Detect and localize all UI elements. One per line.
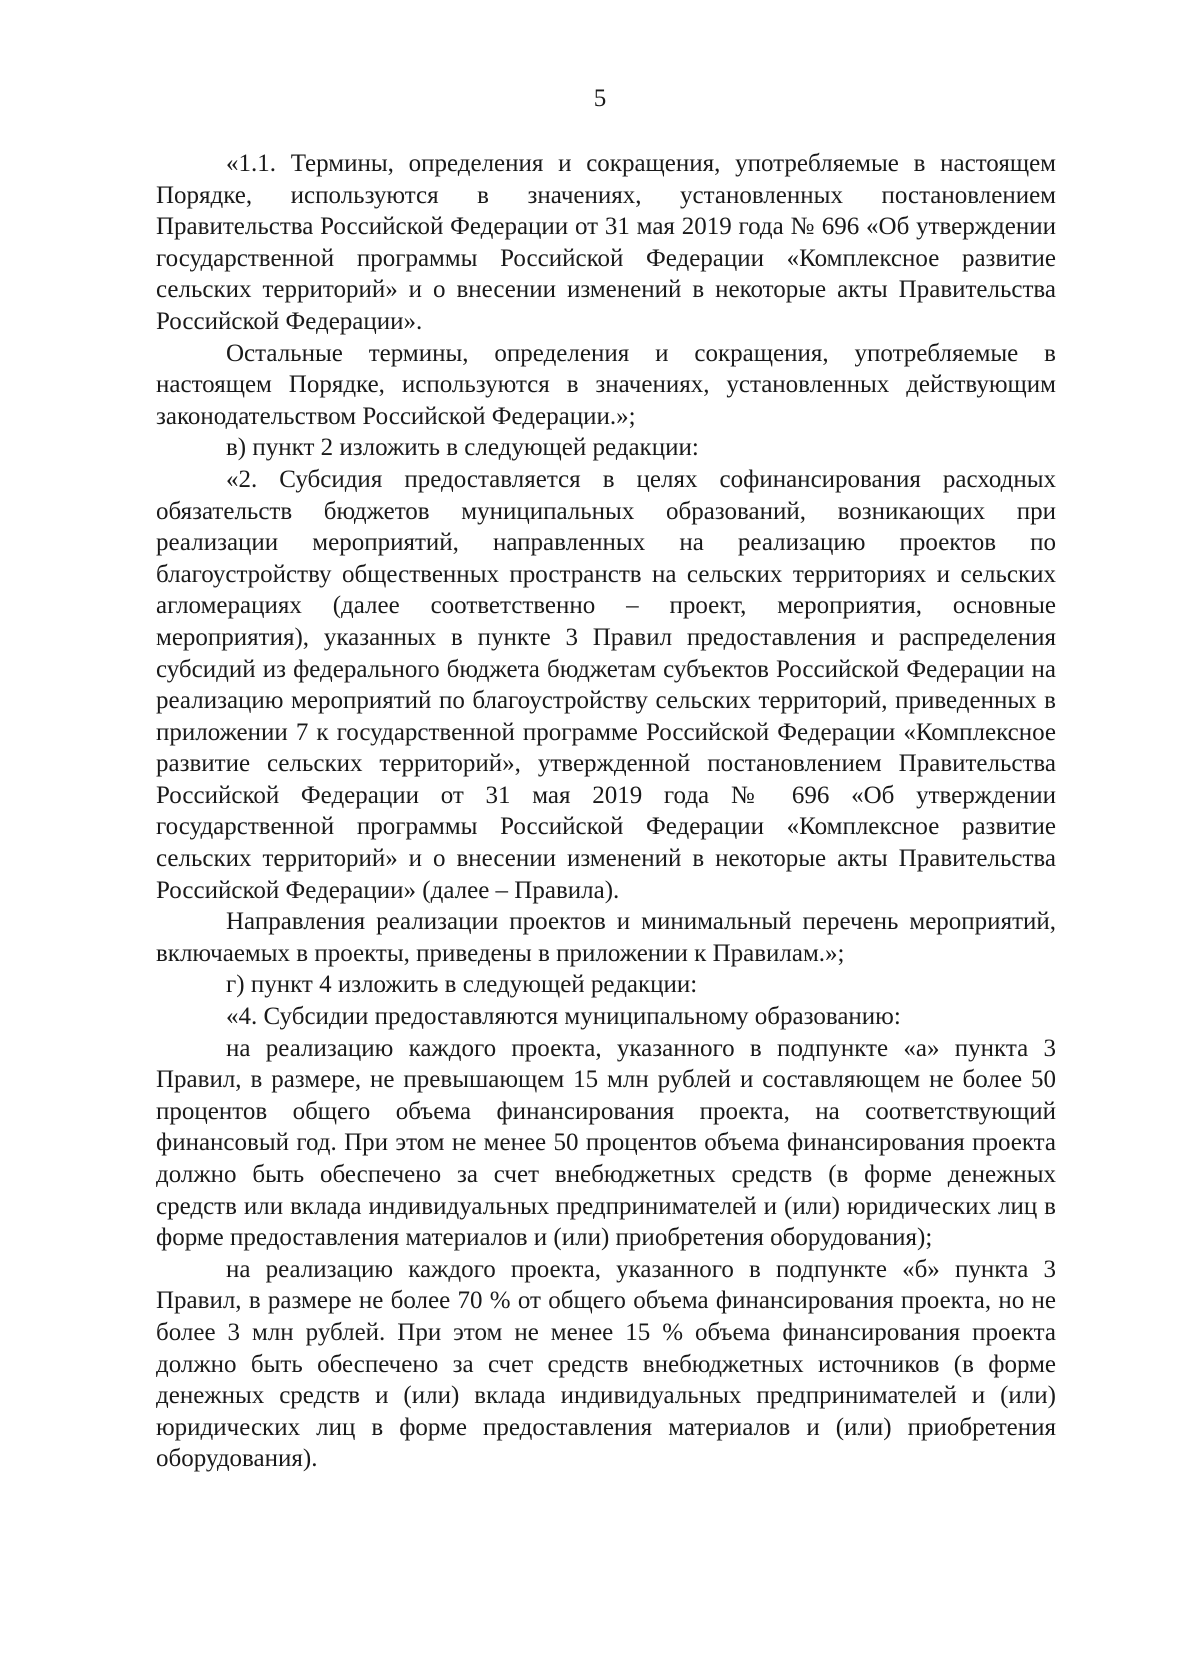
- paragraph-subpoint-b: на реализацию каждого проекта, указанного в подпункте «б» пункта 3 Правил, в размере не более 70 % от общего объема финансирования проекта, но не более 3 млн рублей. При этом не менее 15 % объема финансирования проекта должно быть обеспечено за счет средств внебюджетных источников (в форме денежных средств и (или) вклада индивидуальных предпринимателей и (или) юридических лиц в форме предоставления материалов и (или) приобретения оборудования).: [156, 1255, 1056, 1473]
- paragraph-subpoint-a: на реализацию каждого проекта, указанного в подпункте «а» пункта 3 Правил, в размере, не превышающем 15 млн рублей и составляющем не более 50 процентов общего объема финансирования проекта, на соответствующий финансовый год. При этом не менее 50 процентов объема финансирования проекта должно быть обеспечено за счет внебюджетных средств (в форме денежных средств или вклада индивидуальных предпринимателей и (или) юридических лиц в форме предоставления материалов и (или) приобретения оборудования);: [156, 1034, 1056, 1252]
- page-number: 5: [593, 85, 607, 112]
- paragraph-other-terms: Остальные термины, определения и сокращения, употребляемые в настоящем Порядке, используются в значениях, установленных действующим законодательством Российской Федерации.»;: [156, 339, 1056, 430]
- paragraph-terms: «1.1. Термины, определения и сокращения, употребляемые в настоящем Порядке, используются в значениях, установленных постановлением Правительства Российской Федерации от 31 мая 2019 года № 696 «Об утверждении государственной программы Российской Федерации «Комплексное развитие сельских территорий» и о внесении изменений в некоторые акты Правительства Российской Федерации».: [156, 150, 1056, 335]
- paragraph-point-4: «4. Субсидии предоставляются муниципальному образованию:: [226, 1003, 901, 1031]
- paragraph-point-2: «2. Субсидия предоставляется в целях софинансирования расходных обязательств бюджетов муниципальных образований, возникающих при реализации мероприятий, направленных на реализацию проектов по благоустройству общественных пространств на сельских территориях и сельских агломерациях (далее соответственно – проект, мероприятия, основные мероприятия), указанных в пункте 3 Правил предоставления и распределения субсидий из федерального бюджета бюджетам субъектов Российской Федерации на реализацию мероприятий по благоустройству сельских территорий, приведенных в приложении 7 к государственной программе Российской Федерации «Комплексное развитие сельских территорий», утвержденной постановлением Правительства Российской Федерации от 31 мая 2019 года № 696 «Об утверждении государственной программы Российской Федерации «Комплексное развитие сельских территорий» и о внесении изменений в некоторые акты Правительства Российской Федерации» (далее – Правила).: [156, 465, 1056, 904]
- paragraph-directions: Направления реализации проектов и минимальный перечень мероприятий, включаемых в проекты, приведены в приложении к Правилам.»;: [156, 908, 1056, 967]
- paragraph-item-v: в) пункт 2 изложить в следующей редакции:: [226, 434, 699, 462]
- paragraph-item-g: г) пункт 4 изложить в следующей редакции:: [226, 971, 698, 999]
- document-body: [156, 148, 1056, 1475]
